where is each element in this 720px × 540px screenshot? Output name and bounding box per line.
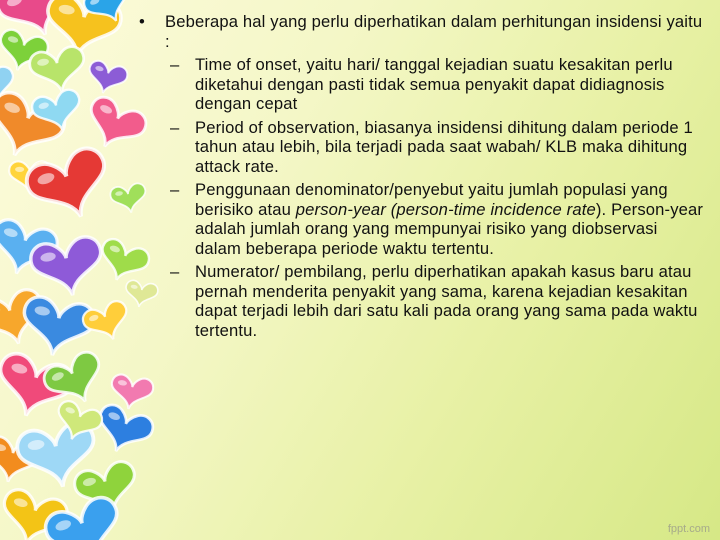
heart-shape — [28, 45, 89, 97]
dash-symbol: – — [170, 262, 180, 281]
sub-point-period-of-observation — [136, 118, 706, 177]
dash-symbol: – — [170, 55, 180, 74]
heart-icon — [28, 45, 89, 97]
sub-point-text-cont: ). Person-year adalah jumlah orang yang mempunyai risiko yang diobservasi dalam beberapa periode waktu tertentu. — [195, 199, 704, 258]
sub-point-denominator — [136, 180, 706, 258]
heart-shape — [84, 59, 129, 98]
dash-symbol: – — [170, 117, 180, 137]
sub-point-numerator — [136, 262, 706, 340]
sub-point-time-of-onset — [136, 55, 706, 114]
bullet-symbol: • — [139, 12, 145, 31]
heart-icon — [28, 235, 107, 302]
sub-point-text: Period of observation, biasanya insidensi dihitung dalam periode 1 tahun atau lebih, bila terjadi pada saat wabah/ KLB maka dihitung attack rate. — [195, 117, 693, 176]
main-point-text: Beberapa hal yang perlu diperhatikan dalam perhitungan insidensi yaitu : — [165, 12, 703, 51]
heart-icon — [22, 144, 119, 231]
heart-shape — [28, 235, 107, 302]
main-bullet — [136, 12, 706, 51]
sub-point-text: Penggunaan denominator/penyebut yaitu jumlah populasi yang berisiko atau — [195, 180, 668, 219]
sub-point-emphasis: person-year (person-time incidence rate — [295, 199, 596, 219]
heart-shape — [90, 402, 156, 461]
heart-icon — [90, 402, 156, 461]
sub-point-text: Numerator/ pembilang, perlu diperhatikan apakah kasus baru atau pernah menderita penyakit yang sama, karena kejadian kesakitan dapat terjadi lebih dari satu kali pada orang yang sama pada waktu tertentu. — [195, 262, 698, 340]
sub-point-list — [136, 55, 706, 340]
dash-symbol: – — [170, 180, 180, 199]
heart-highlight — [15, 167, 24, 172]
slide-content — [136, 12, 706, 340]
watermark: fppt.com — [667, 523, 710, 535]
sub-point-text: Time of onset, yaitu hari/ tanggal kejadian suatu kesakitan perlu diketahui dengan pasti tidak semua penyakit dapat didiagnosis dengan cepat — [195, 55, 673, 113]
heart-icon — [84, 59, 129, 98]
heart-shape — [22, 144, 119, 231]
